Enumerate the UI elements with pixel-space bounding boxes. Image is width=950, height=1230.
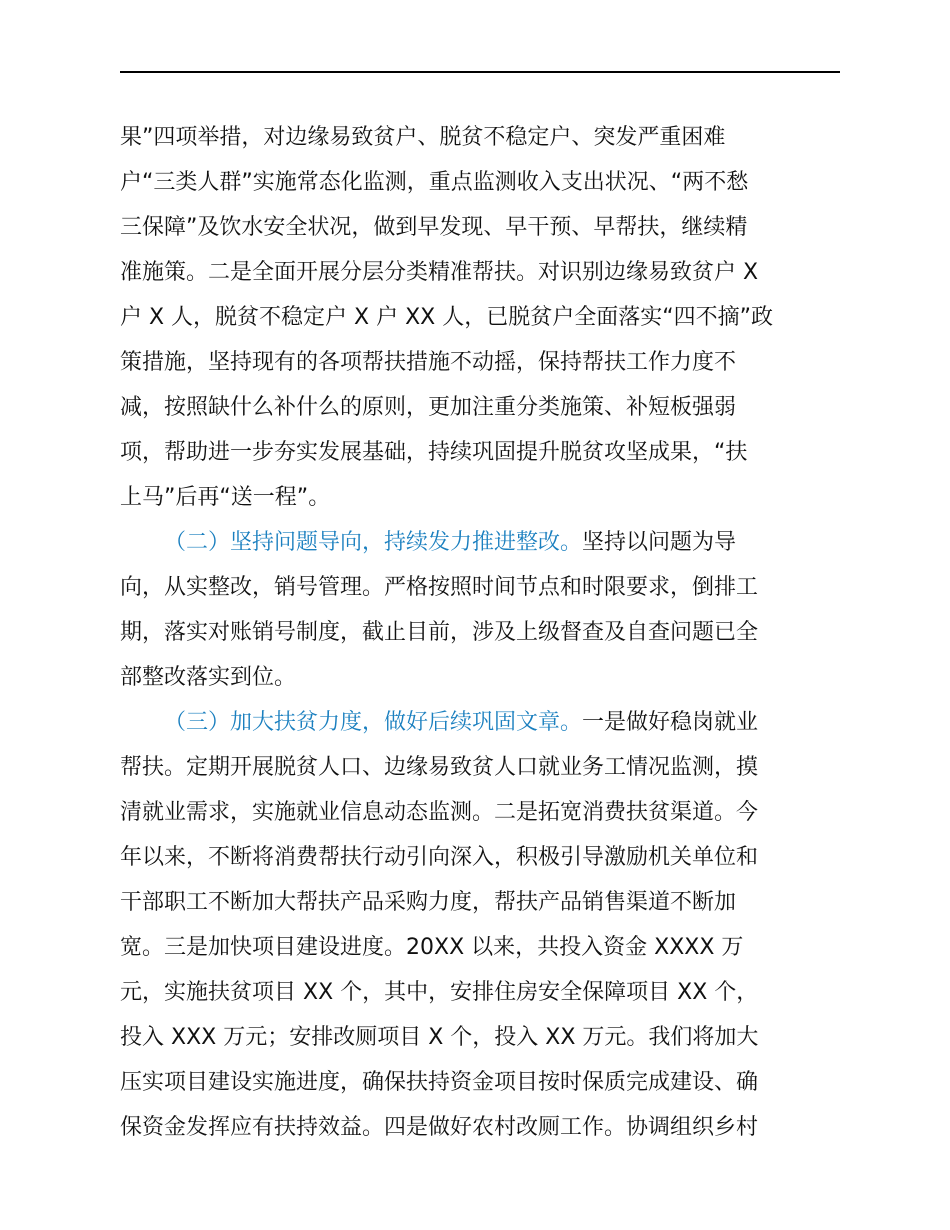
text-line: 帮扶。定期开展脱贫人口、边缘易致贫人口就业务工情况监测，摸	[120, 755, 759, 780]
text-line: 准施策。二是全面开展分层分类精准帮扶。对识别边缘易致贫户 X	[120, 260, 759, 285]
section-2-first-line	[120, 520, 840, 565]
text-line: 年以来，不断将消费帮扶行动引向深入，积极引导激励机关单位和	[120, 845, 759, 870]
text-line: 上马”后再“送一程”。	[120, 485, 331, 510]
text-line: 干部职工不断加大帮扶产品采购力度，帮扶产品销售渠道不断加	[120, 890, 737, 915]
text-line: 减，按照缺什么补什么的原则，更加注重分类施策、补短板强弱	[120, 395, 737, 420]
section-2-heading: （二）坚持问题导向，持续发力推进整改。	[164, 530, 583, 555]
section-3-first-line	[120, 700, 840, 745]
text-line: 投入 XXX 万元；安排改厕项目 X 个，投入 XX 万元。我们将加大	[120, 1025, 759, 1050]
text-line: 三保障”及饮水安全状况，做到早发现、早干预、早帮扶，继续精	[120, 215, 748, 240]
section-3-heading: （三）加大扶贫力度，做好后续巩固文章。	[164, 710, 583, 735]
text-line: 部整改落实到位。	[120, 665, 297, 690]
text-line: 果”四项举措，对边缘易致贫户、脱贫不稳定户、突发严重困难	[120, 125, 726, 150]
text-line: 压实项目建设实施进度，确保扶持资金项目按时保质完成建设、确	[120, 1070, 759, 1095]
text-line: 向，从实整改，销号管理。严格按照时间节点和时限要求，倒排工	[120, 575, 759, 600]
text-line: 宽。三是加快项目建设进度。20XX 以来，共投入资金 XXXX 万	[120, 935, 744, 960]
section-3-lead-text: 一是做好稳岗就业	[582, 710, 759, 735]
text-line: 策措施，坚持现有的各项帮扶措施不动摇，保持帮扶工作力度不	[120, 350, 737, 375]
text-line: 期，落实对账销号制度，截止目前，涉及上级督查及自查问题已全	[120, 620, 759, 645]
text-line: 保资金发挥应有扶持效益。四是做好农村改厕工作。协调组织乡村	[120, 1115, 759, 1140]
text-line: 项，帮助进一步夯实发展基础，持续巩固提升脱贫攻坚成果，“扶	[120, 440, 748, 465]
text-line: 清就业需求，实施就业信息动态监测。二是拓宽消费扶贫渠道。今	[120, 800, 759, 825]
section-2-lead-text: 坚持以问题为导	[582, 530, 737, 555]
text-line: 户 X 人，脱贫不稳定户 X 户 XX 人，已脱贫户全面落实“四不摘”政	[120, 305, 774, 330]
header-rule	[120, 71, 840, 73]
text-line: 户“三类人群”实施常态化监测，重点监测收入支出状况、“两不愁	[120, 170, 749, 195]
text-line: 元，实施扶贫项目 XX 个，其中，安排住房安全保障项目 XX 个，	[120, 980, 759, 1005]
document-body	[120, 115, 840, 1150]
